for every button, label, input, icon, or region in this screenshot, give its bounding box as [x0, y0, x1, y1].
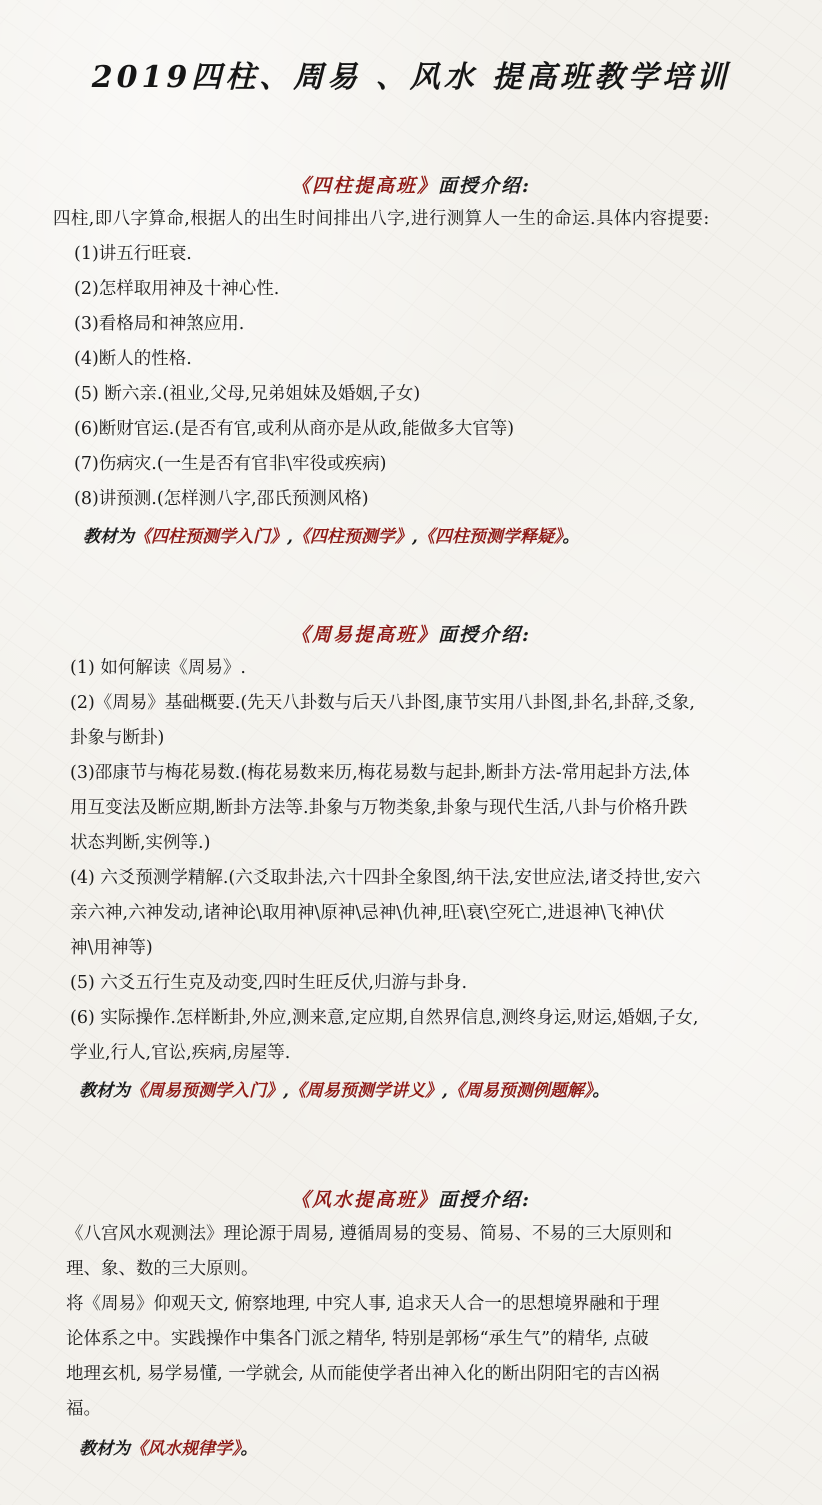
separator: , [283, 1081, 289, 1101]
heading-course-name: 《风水提高班》 [290, 1189, 438, 1211]
textbook-title: 《四柱预测学入门》 [134, 527, 287, 547]
textbook-title: 《四柱预测学》 [292, 527, 412, 547]
separator: , [287, 527, 293, 547]
separator: , [411, 527, 418, 547]
zhouyi-line-2: (2)《周易》基础概要.(先天八卦数与后天八卦图,康节实用八卦图,卦名,卦辞,爻象, [70, 693, 695, 713]
sizhu-item-2: (2)怎样取用神及十神心性. [74, 279, 280, 299]
fengshui-line-4: 论体系之中。实践操作中集各门派之精华, 特别是郭杨“承生气”的精华, 点破 [66, 1329, 649, 1349]
fengshui-line-3: 将《周易》仰观天文, 俯察地理, 中究人事, 追求天人合一的思想境界融和于理 [66, 1294, 660, 1314]
sizhu-item-5: (5) 断六亲.(祖业,父母,兄弟姐妹及婚姻,子女) [74, 384, 421, 404]
zhouyi-line-12: 学业,行人,官讼,疾病,房屋等. [70, 1043, 291, 1063]
sizhu-item-3: (3)看格局和神煞应用. [74, 314, 245, 334]
heading-course-name: 《周易提高班》 [290, 624, 438, 646]
textbook-label: 教材为 [79, 1439, 130, 1459]
heading-suffix: 面授介绍: [438, 175, 532, 197]
zhouyi-line-9: 神\用神等) [70, 938, 153, 958]
zhouyi-line-5: 用互变法及断应期,断卦方法等.卦象与万物类象,卦象与现代生活,八卦与价格升跌 [70, 798, 688, 818]
fengshui-line-2: 理、象、数的三大原则。 [66, 1259, 259, 1279]
fengshui-textbooks [79, 1434, 258, 1459]
textbook-label: 教材为 [79, 1081, 130, 1101]
zhouyi-line-10: (5) 六爻五行生克及动变,四时生旺反伏,归游与卦身. [70, 973, 468, 993]
zhouyi-textbooks [79, 1076, 609, 1101]
textbook-title: 《周易预测例题解》 [447, 1081, 593, 1101]
sizhu-intro: 四柱,即八字算命,根据人的出生时间排出八字,进行测算人一生的命运.具体内容提要: [53, 209, 710, 229]
fengshui-line-5: 地理玄机, 易学易懂, 一学就会, 从而能使学者出神入化的断出阴阳宅的吉凶祸 [66, 1364, 660, 1384]
textbook-title: 《风水规律学》 [130, 1439, 241, 1459]
heading-suffix: 面授介绍: [438, 624, 532, 646]
page-title: 2019四柱、周易 、风水 提高班教学培训 [91, 60, 731, 95]
textbook-label: 教材为 [83, 527, 134, 547]
zhouyi-line-3: 卦象与断卦) [70, 728, 165, 748]
zhouyi-line-4: (3)邵康节与梅花易数.(梅花易数来历,梅花易数与起卦,断卦方法-常用起卦方法,体 [70, 763, 690, 783]
textbook-title: 《周易预测学讲义》 [288, 1081, 442, 1101]
fengshui-line-1: 《八宫风水观测法》理论源于周易, 遵循周易的变易、简易、不易的三大原则和 [66, 1224, 673, 1244]
zhouyi-line-1: (1) 如何解读《周易》. [70, 658, 246, 678]
fengshui-line-6: 福。 [66, 1399, 101, 1419]
zhouyi-line-11: (6) 实际操作.怎样断卦,外应,测来意,定应期,自然界信息,测终身运,财运,婚姻,子女, [70, 1008, 699, 1028]
separator: , [441, 1081, 448, 1101]
end-mark: 。 [592, 1081, 610, 1101]
sizhu-item-1: (1)讲五行旺衰. [74, 244, 192, 264]
sizhu-item-8: (8)讲预测.(怎样测八字,邵氏预测风格) [74, 489, 369, 509]
sizhu-item-6: (6)断财官运.(是否有官,或利从商亦是从政,能做多大官等) [74, 419, 515, 439]
sizhu-item-4: (4)断人的性格. [74, 349, 192, 369]
heading-course-name: 《四柱提高班》 [290, 175, 438, 197]
section-heading-fengshui [0, 1185, 822, 1212]
zhouyi-line-7: (4) 六爻预测学精解.(六爻取卦法,六十四卦全象图,纳干法,安世应法,诸爻持世,安六 [70, 868, 701, 888]
section-heading-sizhu [0, 171, 822, 198]
textbook-title: 《四柱预测学释疑》 [417, 527, 563, 547]
zhouyi-line-8: 亲六神,六神发动,诸神论\取用神\原神\忌神\仇神,旺\衰\空死亡,进退神\飞神\伏 [70, 903, 665, 923]
zhouyi-line-6: 状态判断,实例等.) [70, 833, 211, 853]
textbook-title: 《周易预测学入门》 [130, 1081, 283, 1101]
sizhu-textbooks [83, 522, 579, 547]
section-heading-zhouyi [0, 620, 822, 647]
sizhu-item-7: (7)伤病灾.(一生是否有官非\牢役或疾病) [74, 454, 387, 474]
end-mark: 。 [240, 1439, 258, 1459]
end-mark: 。 [562, 527, 580, 547]
heading-suffix: 面授介绍: [438, 1189, 532, 1211]
